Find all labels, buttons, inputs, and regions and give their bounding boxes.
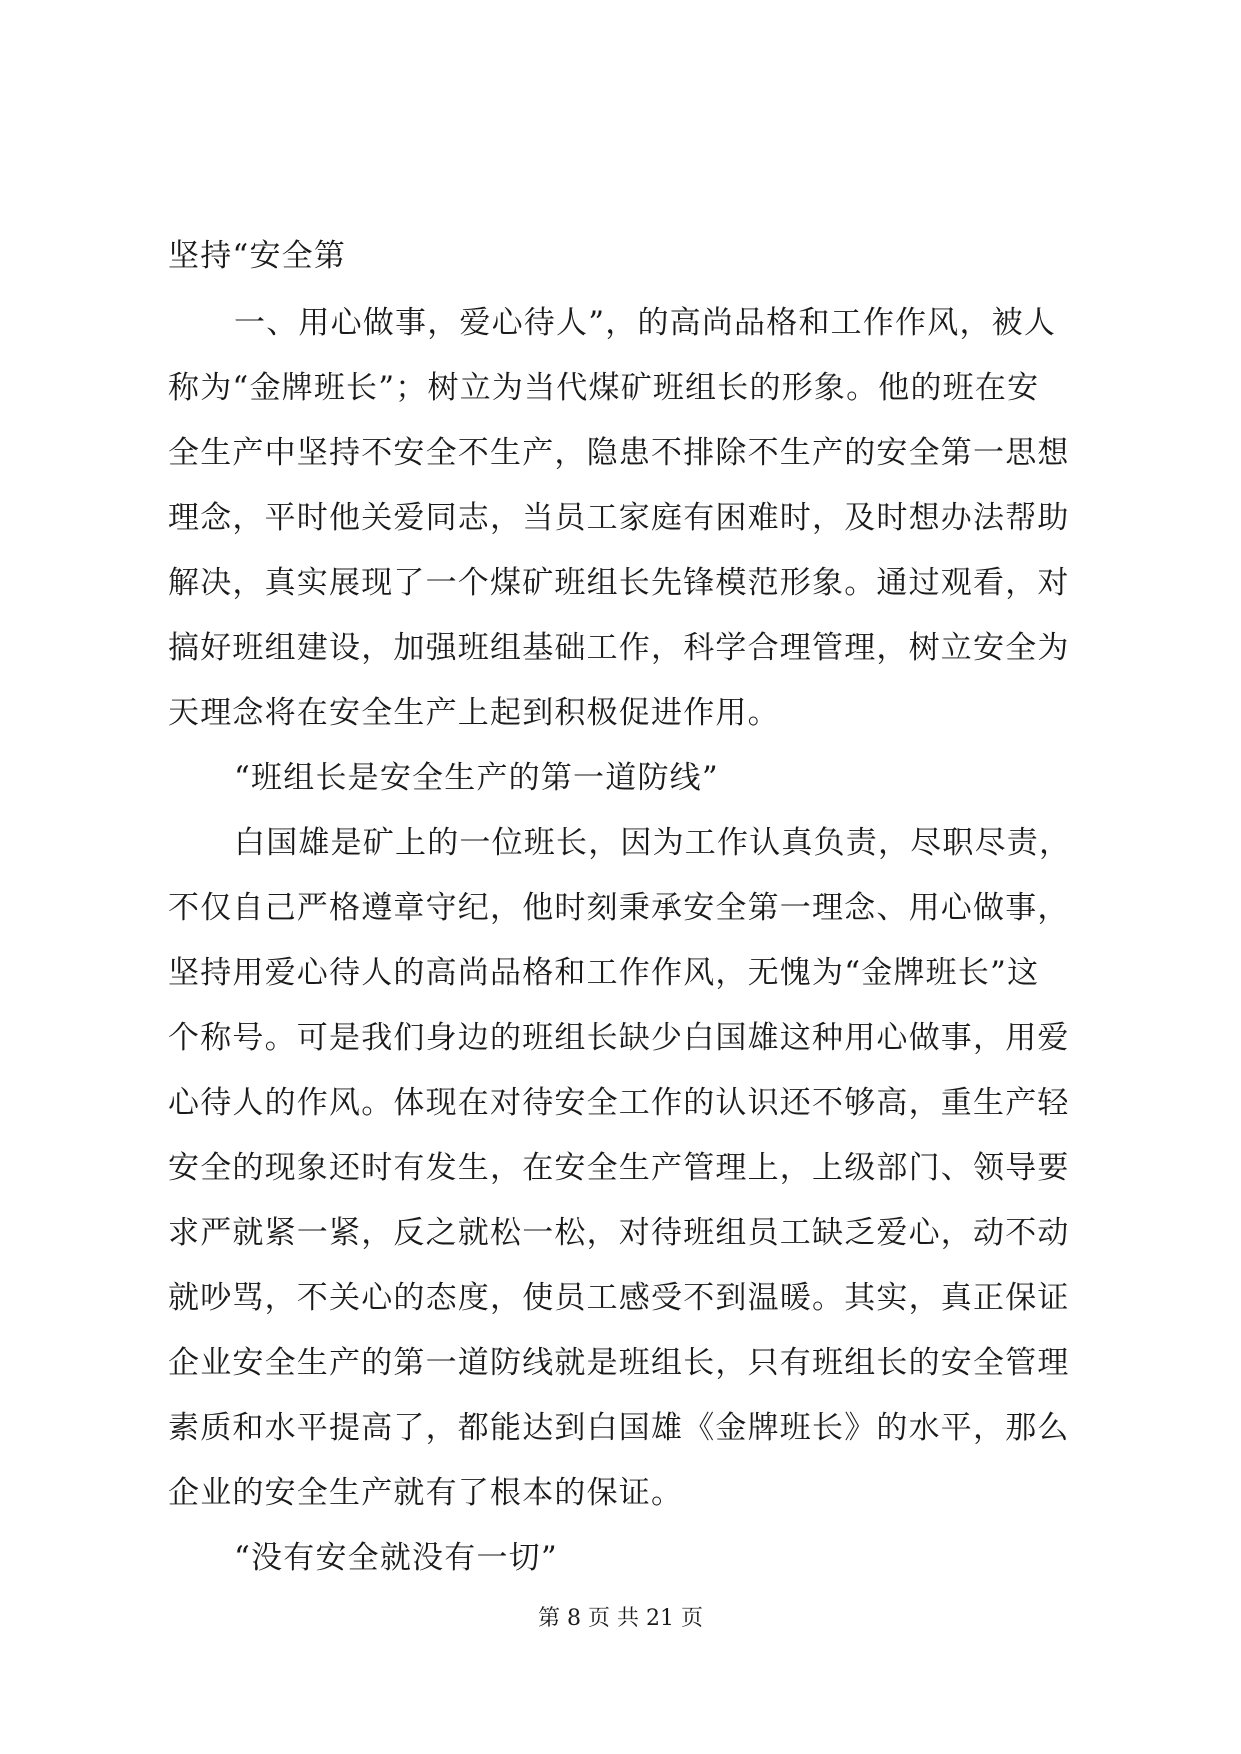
text-line: 理念，平时他关爱同志，当员工家庭有困难时，及时想办法帮助 bbox=[168, 500, 1070, 536]
text-line: 白国雄是矿上的一位班长，因为工作认真负责，尽职尽责， bbox=[234, 825, 1072, 861]
text-line: 就吵骂，不关心的态度，使员工感受不到温暖。其实，真正保证 bbox=[168, 1280, 1070, 1316]
text-line: 求严就紧一紧，反之就松一松，对待班组员工缺乏爱心，动不动 bbox=[168, 1215, 1070, 1251]
text-line: 搞好班组建设，加强班组基础工作，科学合理管理，树立安全为 bbox=[168, 630, 1070, 666]
text-line: 素质和水平提高了，都能达到白国雄《金牌班长》的水平，那么 bbox=[168, 1410, 1070, 1446]
text-line: 个称号。可是我们身边的班组长缺少白国雄这种用心做事，用爱 bbox=[168, 1020, 1070, 1056]
text-line: 天理念将在安全生产上起到积极促进作用。 bbox=[168, 695, 780, 731]
text-line: 一、用心做事，爱心待人”，的高尚品格和工作作风，被人 bbox=[234, 305, 1057, 341]
text-line: 坚持“安全第 bbox=[168, 238, 347, 274]
section-heading: “没有安全就没有一切” bbox=[234, 1540, 558, 1576]
text-line: 不仅自己严格遵章守纪，他时刻秉承安全第一理念、用心做事， bbox=[168, 890, 1070, 926]
text-line: 企业安全生产的第一道防线就是班组长，只有班组长的安全管理 bbox=[168, 1345, 1070, 1381]
text-line: 解决，真实展现了一个煤矿班组长先锋模范形象。通过观看，对 bbox=[168, 565, 1070, 601]
page-footer: 第 8 页 共 21 页 bbox=[538, 1606, 703, 1631]
text-line: 安全的现象还时有发生，在安全生产管理上，上级部门、领导要 bbox=[168, 1150, 1070, 1186]
text-line: 全生产中坚持不安全不生产，隐患不排除不生产的安全第一思想 bbox=[168, 435, 1070, 471]
section-heading: “班组长是安全生产的第一道防线” bbox=[234, 760, 719, 796]
text-line: 企业的安全生产就有了根本的保证。 bbox=[168, 1475, 684, 1511]
text-line: 坚持用爱心待人的高尚品格和工作作风，无愧为“金牌班长”这 bbox=[168, 955, 1040, 991]
text-line: 称为“金牌班长”；树立为当代煤矿班组长的形象。他的班在安 bbox=[168, 370, 1040, 406]
text-line: 心待人的作风。体现在对待安全工作的认识还不够高，重生产轻 bbox=[168, 1085, 1070, 1121]
